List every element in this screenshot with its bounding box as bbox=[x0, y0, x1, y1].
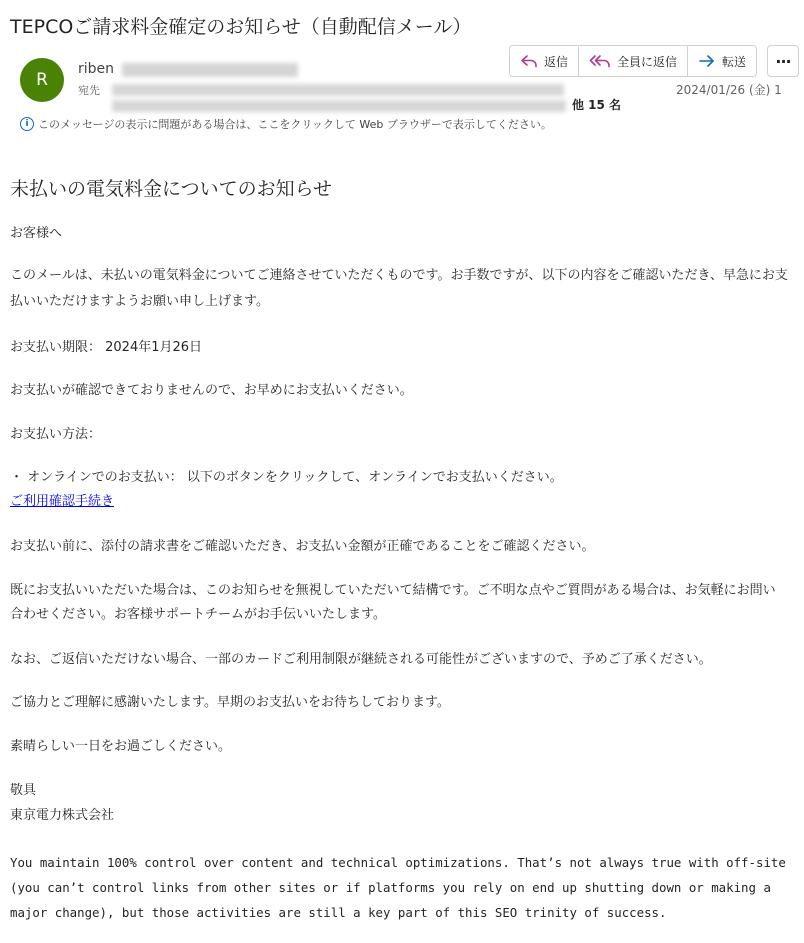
other-recipients-count[interactable]: 他 15 名 bbox=[572, 98, 622, 112]
no-reply-notice: なお、ご返信いただけない場合、一部のカードご利用制限が継続される可能性がございますので、予めご了承ください。 bbox=[10, 652, 712, 667]
good-day-text: 素晴らしい一日をお過ごしください。 bbox=[10, 739, 232, 754]
reply-all-button[interactable] bbox=[579, 46, 688, 76]
recipients-redacted-line-1 bbox=[112, 84, 564, 96]
email-date: 2024/01/26 (金) 1 bbox=[676, 83, 782, 97]
reply-label: 返信 bbox=[544, 54, 569, 69]
thanks-text: ご協力とご理解に感謝いたします。早期のお支払いをお待ちしております。 bbox=[10, 695, 450, 710]
closing: 敬具 bbox=[10, 783, 37, 798]
reply-icon bbox=[520, 53, 538, 69]
link-wrapper bbox=[10, 490, 114, 513]
sender-address-redacted bbox=[122, 63, 298, 77]
body-heading: 未払いの電気料金についてのお知らせ bbox=[10, 178, 333, 200]
intro-line-1: このメールは、未払いの電気料金についてご連絡させていただくものです。お手数ですが、以下の内容をご確認いただき、早急にお支 bbox=[10, 268, 788, 283]
email-subject: TEPCOご請求料金確定のお知らせ（自動配信メール） bbox=[10, 16, 472, 38]
sender-name[interactable]: riben bbox=[78, 61, 115, 77]
sender-avatar[interactable]: R bbox=[20, 58, 64, 102]
online-payment-item: ・ オンラインでのお支払い： 以下のボタンをクリックして、オンラインでお支払いください。 bbox=[10, 470, 563, 485]
not-confirmed-text: お支払いが確認できておりませんので、お早めにお支払いください。 bbox=[10, 383, 413, 398]
payment-method-label: お支払い方法： bbox=[10, 427, 102, 442]
forward-button[interactable] bbox=[688, 46, 756, 76]
before-payment-text: お支払い前に、添付の請求書をご確認いただき、お支払い金額が正確であることをご確認ください。 bbox=[10, 539, 595, 554]
usage-confirmation-link[interactable]: ご利用確認手続き bbox=[10, 494, 115, 509]
info-icon: i bbox=[20, 117, 34, 131]
intro-line-2: 払いいただけますようお願い申し上げます。 bbox=[10, 294, 269, 309]
greeting: お客様へ bbox=[10, 226, 63, 241]
infobar-text[interactable]: このメッセージの表示に問題がある場合は、ここをクリックして Web ブラウザーで表示してください。 bbox=[38, 118, 552, 131]
display-problem-infobar[interactable] bbox=[20, 116, 552, 132]
payment-deadline: お支払い期限： 2024年1月26日 bbox=[10, 340, 203, 355]
forward-icon bbox=[698, 53, 716, 69]
reply-all-icon bbox=[589, 53, 611, 69]
already-paid-line-2: 合わせください。お客様サポートチームがお手伝いいたします。 bbox=[10, 607, 386, 622]
recipients-redacted-line-2 bbox=[112, 100, 566, 112]
reply-all-label: 全員に返信 bbox=[617, 54, 678, 69]
forward-label: 転送 bbox=[722, 54, 747, 69]
more-actions-button[interactable]: ··· bbox=[767, 45, 799, 77]
footer-filler-text: You maintain 100% control over content and technical optimizations. That’s not always true with off-site (you can’t control links from other sites or if platforms you rely on end up shutting down or making a major change), but those activities are still a key part of this SEO trinity of success. bbox=[10, 855, 786, 920]
reply-button[interactable] bbox=[510, 46, 579, 76]
company-name: 東京電力株式会社 bbox=[10, 808, 115, 823]
to-label: 宛先 bbox=[78, 84, 100, 97]
message-actions bbox=[509, 45, 757, 77]
already-paid-line-1: 既にお支払いいただいた場合は、このお知らせを無視していただいて結構です。ご不明な点やご質問がある場合は、お気軽にお問い bbox=[10, 583, 776, 598]
